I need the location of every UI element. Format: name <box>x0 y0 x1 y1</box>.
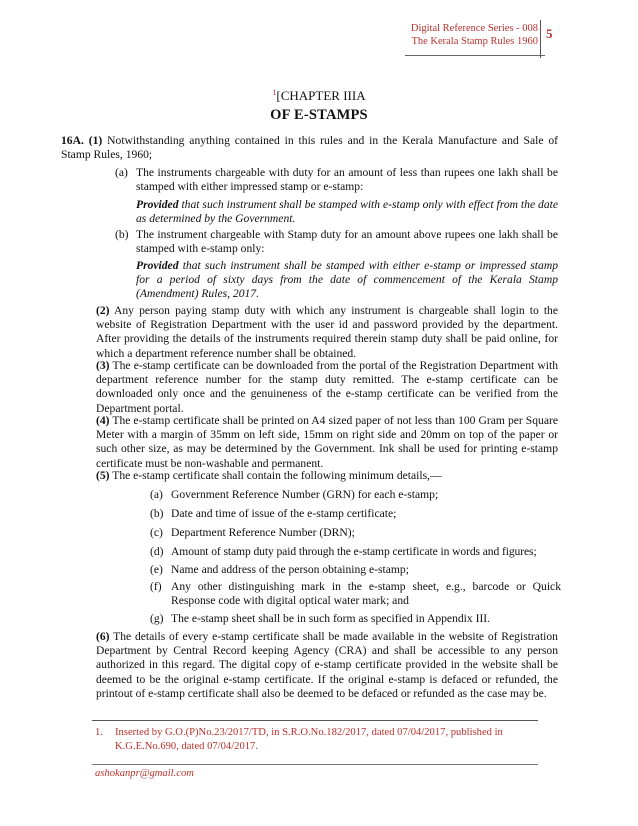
chapter-title: [CHAPTER IIIA <box>276 88 366 103</box>
proviso-text: that such instrument shall be stamped with either e-stamp or impressed stamp for a period of sixty days from the date of commencement of the Kerala Stamp (Amendment) Rules, 2017. <box>136 259 558 301</box>
sub-rule-6-text: The details of every e-stamp certificate shall be made available in the website of Registration Department by Central Record keeping Agency (CRA) and shall be accessible to any person authorized in this regard. The digital copy of e-stamp certificate provided in the website shall be deemed to be the original e-stamp certificate. If the original e-stamp is defaced or refunded, the printout of e-stamp certificate shall also be deemed to be defaced or refunded as the case may be. <box>96 630 558 700</box>
detail-text: Name and address of the person obtaining e-stamp; <box>171 563 409 576</box>
chapter-heading <box>0 88 638 104</box>
detail-text: Any other distinguishing mark in the e-stamp sheet, e.g., barcode or Quick Response code with digital optical water mark; and <box>171 580 561 608</box>
sub-rule-5-text: The e-stamp certificate shall contain the following minimum details,— <box>112 469 442 482</box>
detail-letter: (b) <box>150 507 164 520</box>
header-series: Digital Reference Series - 008 <box>410 23 538 34</box>
header-rule <box>405 55 545 56</box>
sub-rule-3-text: The e-stamp certificate can be downloaded from the portal of the Registration Department with department reference number for the stamp duty remitted. The e-stamp certificate can be downloaded only once and the genuineness of the e-stamp certificate can be verified from the Department portal. <box>96 359 558 415</box>
detail-letter: (g) <box>150 612 164 625</box>
sub-rule-2-text: Any person paying stamp duty with which any instrument is chargeable shall login to the website of Registration Department with the user id and password provided by the department. After providing the details of the instruments required therein stamp duty shall be paid online, for which a department reference number shall be obtained. <box>96 304 558 360</box>
clause-b-letter: (b) <box>115 228 129 241</box>
footnote-rule <box>92 720 538 721</box>
page-number: 5 <box>546 26 553 41</box>
chapter-subheading: OF E-STAMPS <box>270 107 368 123</box>
proviso-keyword: Provided <box>136 198 179 211</box>
sub-rule-3-label: (3) <box>96 359 110 372</box>
footnote-number: 1. <box>95 727 103 738</box>
sub-rule-3 <box>96 359 558 416</box>
sub-rule-4 <box>96 414 558 471</box>
footnote-marker: 1 <box>272 88 277 97</box>
rule-number: 16A. <box>61 134 84 147</box>
sub-rule-4-text: The e-stamp certificate shall be printed on A4 sized paper of not less than 100 Gram per Square Meter with a margin of 35mm on left side, 15mm on right side and 20mm on top of the paper or such other size, as may be determined by the Government. Ink shall be used for printing e-stamp certificate must be non-washable and permanent. <box>96 414 558 470</box>
detail-letter: (d) <box>150 545 164 558</box>
detail-text: Government Reference Number (GRN) for each e-stamp; <box>171 488 439 501</box>
proviso-keyword: Provided <box>136 259 179 272</box>
clause-b-text: The instrument chargeable with Stamp duty for an amount above rupees one lakh shall be stamped with e-stamp only: <box>136 228 558 256</box>
detail-text: The e-stamp sheet shall be in such form as specified in Appendix III. <box>171 612 491 625</box>
clause-a-proviso <box>136 198 558 226</box>
detail-text: Date and time of issue of the e-stamp certificate; <box>171 507 397 520</box>
footer-rule <box>92 764 538 765</box>
detail-text: Department Reference Number (DRN); <box>171 526 355 539</box>
detail-letter: (c) <box>150 526 163 539</box>
detail-letter: (a) <box>150 488 163 501</box>
running-header <box>411 22 538 48</box>
sub-rule-2 <box>96 304 558 361</box>
header-divider <box>540 20 541 58</box>
sub-rule-4-label: (4) <box>96 414 110 427</box>
sub-rule-1-label: (1) <box>88 134 103 147</box>
detail-letter: (f) <box>150 580 162 593</box>
clause-a-letter: (a) <box>115 166 128 179</box>
sub-rule-2-label: (2) <box>96 304 110 317</box>
sub-rule-5-label: (5) <box>96 469 110 482</box>
clause-b-proviso <box>136 259 558 302</box>
sub-rule-1-text: Notwithstanding anything contained in this rules and in the Kerala Manufacture and Sale of Stamp Rules, 1960; <box>61 134 559 162</box>
detail-letter: (e) <box>150 563 163 576</box>
detail-text: Amount of stamp duty paid through the e-stamp certificate in words and figures; <box>171 545 537 558</box>
clause-a-text: The instruments chargeable with duty for an amount of less than rupees one lakh shall be stamped with either impressed stamp or e-stamp: <box>136 166 558 194</box>
sub-rule-5 <box>96 469 558 483</box>
proviso-text: that such instrument shall be stamped with e-stamp only with effect from the date as determined by the Government. <box>136 198 558 226</box>
sub-rule-6 <box>96 630 558 701</box>
footer-email: ashokanpr@gmail.com <box>95 768 194 779</box>
sub-rule-6-label: (6) <box>96 630 110 643</box>
header-title: The Kerala Stamp Rules 1960 <box>411 36 538 47</box>
footnote-text: Inserted by G.O.(P)No.23/2017/TD, in S.R.O.No.182/2017, dated 07/04/2017, published in K.G.E.No.690, dated 07/04/2017. <box>115 727 503 752</box>
rule-16a-para-1 <box>61 134 558 162</box>
